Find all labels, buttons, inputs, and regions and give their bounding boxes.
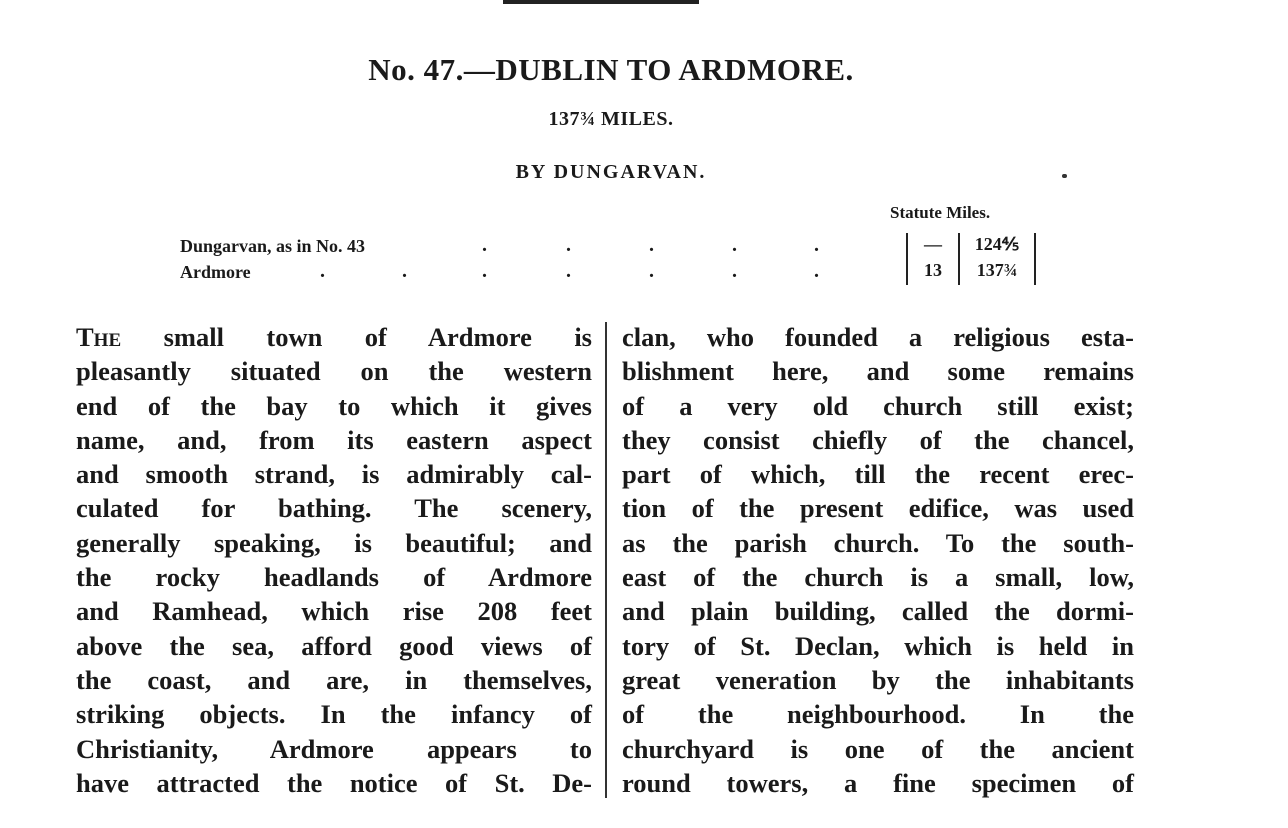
route-place: Ardmore [180,262,251,282]
text-line: they consist chiefly of the chancel, [622,424,1134,455]
route-miles: 137¾ MILES. [548,108,674,130]
total-cell: 137¾ [976,260,1018,280]
leader-dot: . [732,260,737,282]
leader-dot: . [320,260,325,282]
text-line: culated for bathing. The scenery, [76,493,592,524]
leader-dot: . [649,234,654,256]
total-cell: 124⅘ [974,234,1020,254]
column-rule [1034,233,1036,285]
text-line: and plain building, called the dormi- [622,596,1134,627]
text-line [76,320,592,354]
column-rule [906,233,908,285]
text-line: have attracted the notice of St. De- [76,767,592,798]
text-line: east of the church is a small, low, [622,562,1134,593]
top-rule [503,0,699,4]
text-line: as the parish church. To the south- [622,527,1134,558]
leader-dot: . [566,260,571,282]
leader-dot: . [482,260,487,282]
distance-cell: — [924,234,942,254]
stray-dot [1062,174,1067,178]
text-line: Christianity, Ardmore appears to [76,733,592,764]
text-line: above the sea, afford good views of [76,630,592,661]
distance-cell: 13 [924,260,942,280]
text-line: pleasantly situated on the western [76,356,592,387]
text-column-right [622,320,1134,800]
text-line: tion of the present edifice, was used [622,493,1134,524]
text-line: striking objects. In the infancy of [76,699,592,730]
route-via: BY DUNGARVAN. [515,161,707,183]
leader-dot: . [482,234,487,256]
text-line: and Ramhead, which rise 208 feet [76,596,592,627]
text-line: end of the bay to which it gives [76,390,592,421]
column-divider [605,322,607,798]
text-line: part of which, till the recent erec- [622,459,1134,490]
drop-cap-word: The [76,322,122,352]
text-line: the rocky headlands of Ardmore [76,562,592,593]
statute-miles-header: Statute Miles. [890,203,991,222]
text-line: name, and, from its eastern aspect [76,424,592,455]
column-rule [958,233,960,285]
text-line: great veneration by the inhabitants [622,664,1134,695]
text-line: churchyard is one of the ancient [622,733,1134,764]
distance-columns [906,233,1036,287]
text-line: of the neighbourhood. In the [622,699,1134,730]
leader-dot: . [732,234,737,256]
leader-dot: . [814,260,819,282]
text-line: and smooth strand, is admirably cal- [76,459,592,490]
leader-dot: . [402,260,407,282]
route-place: Dungarvan, as in No. 43 [180,236,366,256]
text-line: clan, who founded a religious esta- [622,322,1134,352]
page-title: No. 47.—DUBLIN TO ARDMORE. [368,52,854,87]
text-line: blishment here, and some remains [622,356,1134,387]
leader-dot: . [814,234,819,256]
leader-dot: . [566,234,571,256]
text-line: round towers, a fine specimen of [622,767,1134,798]
text-column-left [76,320,592,800]
leader-dot: . [649,260,654,282]
text-line: generally speaking, is beautiful; and [76,527,592,558]
text-line-rest: small town of Ardmore is [121,322,592,352]
text-line: the coast, and are, in themselves, [76,664,592,695]
text-line: tory of St. Declan, which is held in [622,630,1134,661]
text-line: of a very old church still exist; [622,390,1134,421]
